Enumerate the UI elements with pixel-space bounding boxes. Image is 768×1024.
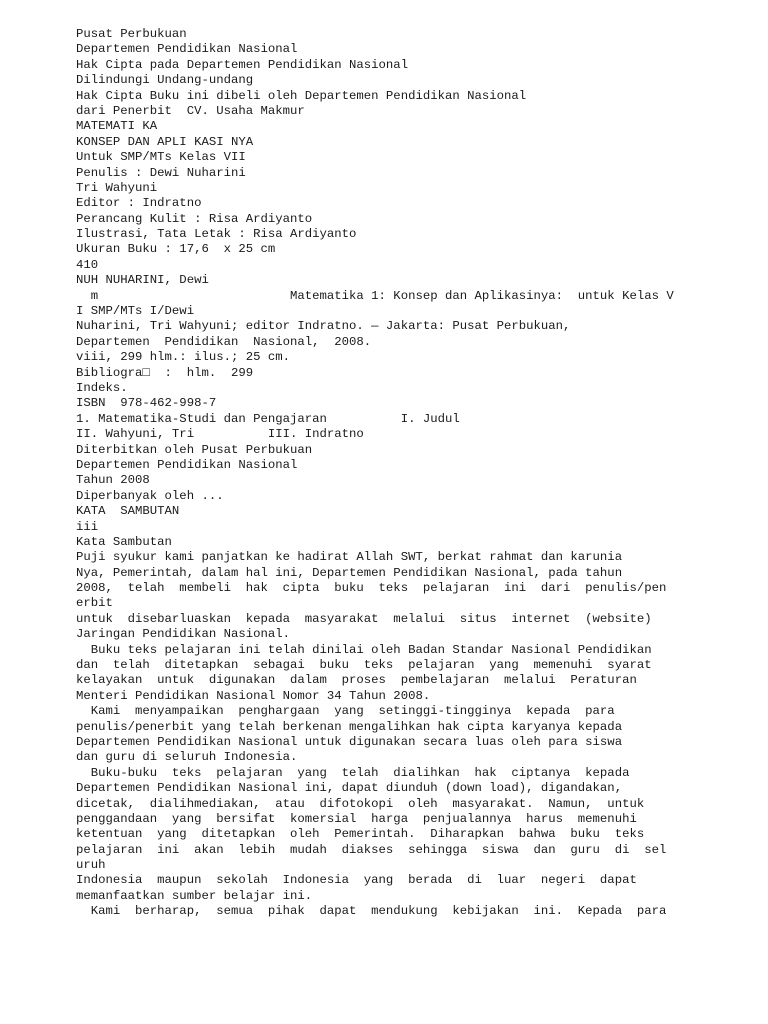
text-line: penulis/penerbit yang telah berkenan mengalihkan hak cipta karyanya kepada: [76, 719, 623, 734]
text-line: Hak Cipta pada Departemen Pendidikan Nasional: [76, 57, 409, 72]
text-line: Penulis : Dewi Nuharini: [76, 165, 246, 180]
text-line: Diterbitkan oleh Pusat Perbukuan: [76, 442, 313, 457]
text-line: Ukuran Buku : 17,6 x 25 cm: [76, 242, 276, 257]
text-line: MATEMATI KA: [76, 119, 158, 134]
text-line: dari Penerbit CV. Usaha Makmur: [76, 103, 305, 118]
text-line: Departemen Pendidikan Nasional: [76, 457, 298, 472]
text-line: kelayakan untuk digunakan dalam proses pembelajaran melalui Peraturan: [76, 673, 637, 688]
text-line: Tahun 2008: [76, 473, 150, 488]
text-line: Menteri Pendidikan Nasional Nomor 34 Tahun 2008.: [76, 688, 431, 703]
text-line: dan telah ditetapkan sebagai buku teks pelajaran yang memenuhi syarat: [76, 658, 652, 673]
text-line: 410: [76, 257, 99, 272]
text-line: Nya, Pemerintah, dalam hal ini, Departemen Pendidikan Nasional, pada tahun: [76, 565, 623, 580]
text-line: pelajaran ini akan lebih mudah diakses sehingga siswa dan guru di sel: [76, 842, 667, 857]
text-line: KATA SAMBUTAN: [76, 504, 180, 519]
text-line: 2008, telah membeli hak cipta buku teks pelajaran ini dari penulis/pen: [76, 581, 667, 596]
text-line: Buku teks pelajaran ini telah dinilai oleh Badan Standar Nasional Pendidikan: [76, 642, 652, 657]
text-line: dan guru di seluruh Indonesia.: [76, 750, 298, 765]
text-line: Diperbanyak oleh ...: [76, 488, 224, 503]
text-line: Pusat Perbukuan: [76, 27, 187, 41]
text-line: uruh: [76, 858, 106, 873]
text-line: Puji syukur kami panjatkan ke hadirat Allah SWT, berkat rahmat dan karunia: [76, 550, 623, 565]
text-line: Kami berharap, semua pihak dapat mendukung kebijakan ini. Kepada para: [76, 904, 667, 919]
text-line: Bibliogra□ : hlm. 299: [76, 365, 254, 380]
text-line: Buku-buku teks pelajaran yang telah dialihkan hak ciptanya kepada: [76, 765, 630, 780]
document-page: [76, 27, 676, 920]
text-line: memanfaatkan sumber belajar ini.: [76, 888, 313, 903]
text-line: Departemen Pendidikan Nasional untuk digunakan secara luas oleh para siswa: [76, 734, 623, 749]
text-line: ISBN 978-462-998-7: [76, 396, 217, 411]
text-line: Jaringan Pendidikan Nasional.: [76, 627, 291, 642]
text-line: Hak Cipta Buku ini dibeli oleh Departemen Pendidikan Nasional: [76, 88, 527, 103]
text-line: KONSEP DAN APLI KASI NYA: [76, 134, 254, 149]
text-line: Departemen Pendidikan Nasional ini, dapat diunduh (down load), digandakan,: [76, 781, 623, 796]
text-line: iii: [76, 519, 99, 534]
text-line: Kata Sambutan: [76, 534, 172, 549]
text-line: 1. Matematika-Studi dan Pengajaran I. Judul: [76, 411, 460, 426]
text-line: Kami menyampaikan penghargaan yang setinggi-tingginya kepada para: [76, 704, 615, 719]
text-line: viii, 299 hlm.: ilus.; 25 cm.: [76, 350, 291, 365]
text-line: Indonesia maupun sekolah Indonesia yang berada di luar negeri dapat: [76, 873, 637, 888]
text-line: NUH NUHARINI, Dewi: [76, 273, 209, 288]
text-line: I SMP/MTs I/Dewi: [76, 304, 195, 319]
text-line: erbit: [76, 596, 113, 611]
text-line: Ilustrasi, Tata Letak : Risa Ardiyanto: [76, 227, 357, 242]
text-line: II. Wahyuni, Tri III. Indratno: [76, 427, 364, 442]
text-line: Departemen Pendidikan Nasional: [76, 42, 298, 57]
text-line: Perancang Kulit : Risa Ardiyanto: [76, 211, 313, 226]
text-line: ketentuan yang ditetapkan oleh Pemerintah. Diharapkan bahwa buku teks: [76, 827, 645, 842]
text-line: Untuk SMP/MTs Kelas VII: [76, 150, 246, 165]
text-line: dicetak, dialihmediakan, atau difotokopi oleh masyarakat. Namun, untuk: [76, 796, 645, 811]
text-line: m Matematika 1: Konsep dan Aplikasinya: untuk Kelas V: [76, 288, 674, 303]
text-line: untuk disebarluaskan kepada masyarakat melalui situs internet (website): [76, 611, 652, 626]
text-line: Nuharini, Tri Wahyuni; editor Indratno. — Jakarta: Pusat Perbukuan,: [76, 319, 571, 334]
text-line: Tri Wahyuni: [76, 180, 158, 195]
text-line: Departemen Pendidikan Nasional, 2008.: [76, 334, 372, 349]
text-line: Dilindungi Undang-undang: [76, 73, 254, 88]
text-line: Indeks.: [76, 380, 128, 395]
text-line: Editor : Indratno: [76, 196, 202, 211]
text-line: penggandaan yang bersifat komersial harga penjualannya harus memenuhi: [76, 811, 637, 826]
